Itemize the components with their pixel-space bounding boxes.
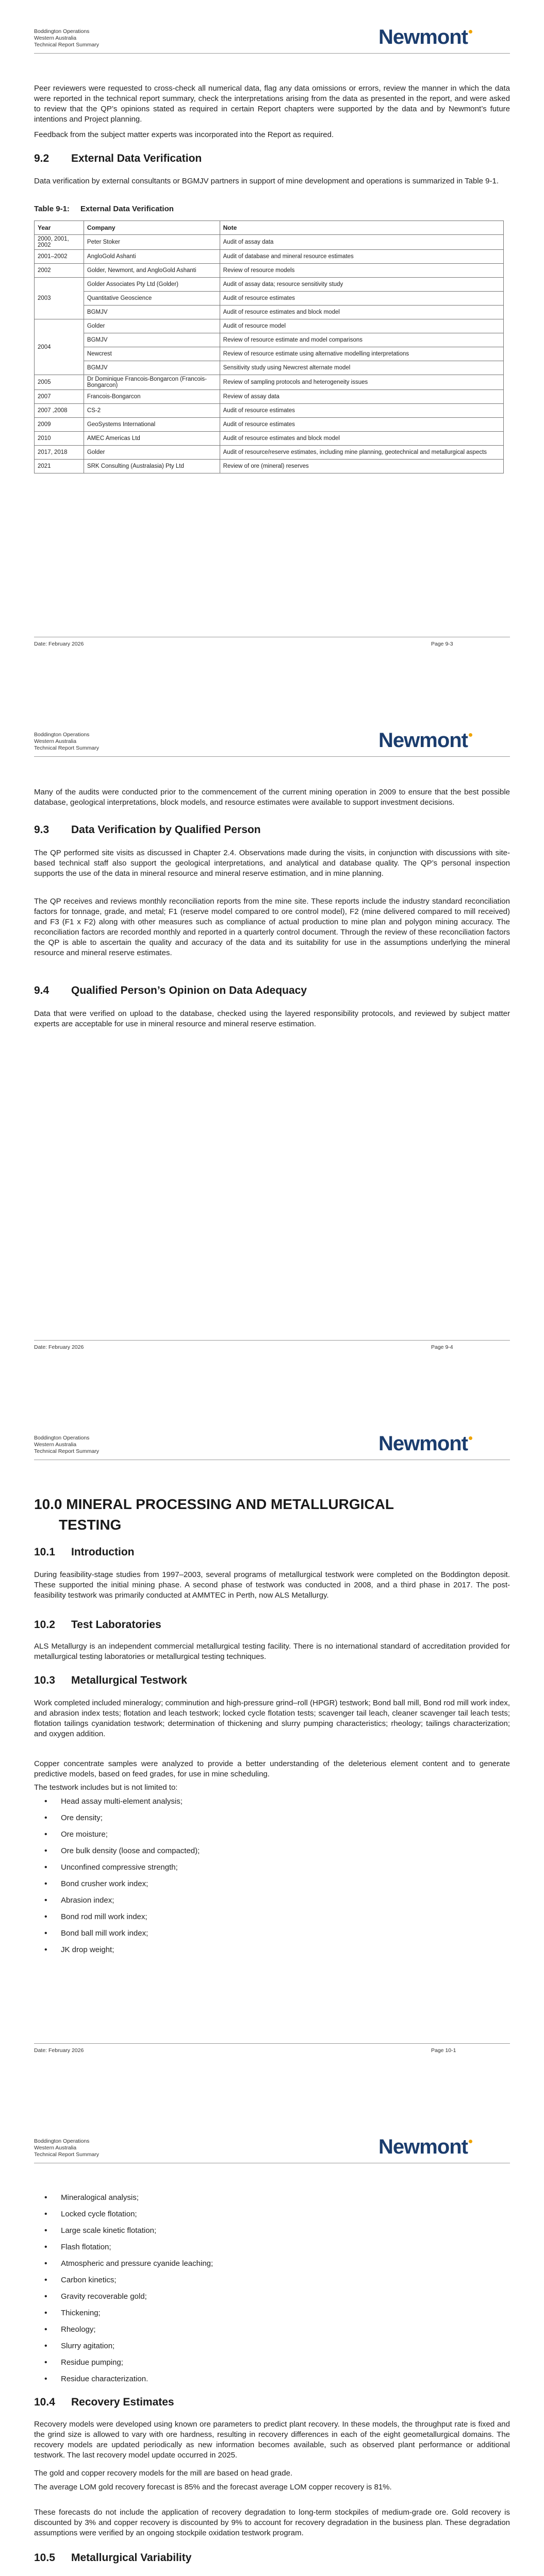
list-item: • Bond crusher work index; xyxy=(34,1879,200,1895)
paragraph: The QP performed site visits as discussed in Chapter 2.4. Observations made during the visits, in conjunction with discussions with site-based technical staff also support the geological interpretations, and analytical and database quality. The QP’s personal inspection supports the use of the data in mineral resource and mineral reserve estimation, and in mine planning. xyxy=(34,849,510,878)
table-header-cell: Company xyxy=(84,221,220,235)
list-item: • Carbon kinetics; xyxy=(34,2275,213,2292)
paragraph: Work completed included mineralogy; comminution and high-pressure grind–roll (HPGR) testwork; Bond ball mill, Bond rod mill work index, and abrasion index tests; flotation and leach testwork; locked cycle flotation tests; scavenger tail leach, cleaner scavenger tail leach tests; flotation tailings cyanidation testwork; determination of thickening and slurry pumping characteristics; rheology; tailings characterization; and oxygen addition. xyxy=(34,1699,510,1738)
list-item: • Head assay multi-element analysis; xyxy=(34,1797,200,1813)
table-cell-company: Golder xyxy=(84,446,220,460)
table-cell-note: Audit of resource/reserve estimates, including mine planning, geotechnical and metallurgical aspects xyxy=(220,446,503,460)
table-cell-company: BGMJV xyxy=(84,306,220,319)
table-cell-company: Dr Dominique Francois-Bongarcon (Francois-Bongarcon) xyxy=(84,375,220,390)
list-item: • Large scale kinetic flotation; xyxy=(34,2226,213,2242)
paragraph: Data that were verified on upload to the database, checked using the layered responsibility protocols, and reviewed by subject matter experts are acceptable for use in mineral resource and mineral reserve estimation. xyxy=(34,1009,510,1028)
newmont-logo: Newmont xyxy=(378,729,472,752)
section-heading-10-5: 10.5 Metallurgical Variability xyxy=(34,2552,192,2564)
table-cell-company: CS-2 xyxy=(84,404,220,418)
header-rule xyxy=(34,756,510,757)
table-row xyxy=(35,418,504,432)
table-cell-company: Newcrest xyxy=(84,347,220,361)
table-row xyxy=(35,361,504,375)
table-cell-year: 2021 xyxy=(35,460,84,473)
table-cell-year: 2002 xyxy=(35,264,84,278)
newmont-logo: Newmont xyxy=(378,26,472,49)
paragraph: The average LOM gold recovery forecast is 85% and the forecast average LOM copper recovery is 81%. xyxy=(34,2483,392,2492)
table-row xyxy=(35,264,504,278)
header-rule xyxy=(34,53,510,54)
table-header-row xyxy=(35,221,504,235)
header-report-type: Technical Report Summary xyxy=(34,745,100,751)
table-cell-year: 2003 xyxy=(35,278,84,319)
section-heading-10-3: 10.3 Metallurgical Testwork xyxy=(34,1674,187,1686)
section-heading-10-1: 10.1 Introduction xyxy=(34,1546,135,1558)
list-item: • Residue pumping; xyxy=(34,2358,213,2374)
page-header xyxy=(34,2138,99,2158)
table-cell-year: 2017, 2018 xyxy=(35,446,84,460)
header-location: Western Australia xyxy=(34,2145,77,2151)
header-location: Western Australia xyxy=(34,738,77,744)
table-row xyxy=(35,347,504,361)
list-item: • Flash flotation; xyxy=(34,2242,213,2259)
table-cell-note: Audit of assay data xyxy=(220,235,503,250)
list-item: • Mineralogical analysis; xyxy=(34,2193,213,2209)
list-item: • Ore moisture; xyxy=(34,1829,200,1846)
header-company: Boddington Operations xyxy=(34,732,90,738)
table-row xyxy=(35,235,504,250)
table-row xyxy=(35,306,504,319)
table-cell-company: SRK Consulting (Australasia) Pty Ltd xyxy=(84,460,220,473)
table-cell-note: Review of resource estimate using alternative modelling interpretations xyxy=(220,347,503,361)
table-cell-note: Audit of database and mineral resource estimates xyxy=(220,250,503,264)
testwork-list xyxy=(34,1797,200,1961)
page-10-2 xyxy=(0,2110,544,2576)
table-caption: Table 9-1: External Data Verification xyxy=(34,205,174,213)
header-location: Western Australia xyxy=(34,1442,77,1448)
page-9-4 xyxy=(0,703,544,1406)
newmont-logo: Newmont xyxy=(378,1432,472,1455)
table-cell-company: Quantitative Geoscience xyxy=(84,292,220,306)
list-item: • Residue characterization. xyxy=(34,2374,213,2391)
list-item: • Slurry agitation; xyxy=(34,2341,213,2358)
page-header xyxy=(34,28,99,48)
paragraph: Many of the audits were conducted prior to the commencement of the current mining operation in 2009 to ensure that the best possible database, geological interpretations, block models, and resource estimates were available to support investment decisions. xyxy=(34,788,510,807)
table-cell-company: AngloGold Ashanti xyxy=(84,250,220,264)
table-row xyxy=(35,333,504,347)
list-item: • Bond rod mill work index; xyxy=(34,1912,200,1928)
table-cell-note: Review of resource models xyxy=(220,264,503,278)
table-cell-note: Audit of resource estimates xyxy=(220,418,503,432)
table-row xyxy=(35,250,504,264)
list-item: • Gravity recoverable gold; xyxy=(34,2292,213,2308)
page-10-1 xyxy=(0,1406,544,2110)
table-cell-company: BGMJV xyxy=(84,361,220,375)
table-cell-year: 2010 xyxy=(35,432,84,446)
table-cell-note: Audit of resource estimates xyxy=(220,404,503,418)
list-item: • JK drop weight; xyxy=(34,1945,200,1961)
header-company: Boddington Operations xyxy=(34,2138,90,2144)
page-header xyxy=(34,1435,99,1455)
list-item: • Abrasion index; xyxy=(34,1895,200,1912)
table-cell-note: Audit of resource estimates and block model xyxy=(220,432,503,446)
table-row xyxy=(35,446,504,460)
table-cell-note: Review of sampling protocols and heterogeneity issues xyxy=(220,375,503,390)
table-header-cell: Note xyxy=(220,221,503,235)
list-item: • Rheology; xyxy=(34,2325,213,2341)
list-item: • Thickening; xyxy=(34,2308,213,2325)
footer-rule xyxy=(34,1340,510,1341)
header-company: Boddington Operations xyxy=(34,1435,90,1441)
table-cell-company: Golder, Newmont, and AngloGold Ashanti xyxy=(84,264,220,278)
table-cell-year: 2001–2002 xyxy=(35,250,84,264)
chapter-title-line: TESTING xyxy=(59,1517,122,1533)
table-cell-year: 2004 xyxy=(35,319,84,375)
header-report-type: Technical Report Summary xyxy=(34,1448,100,1454)
table-row xyxy=(35,460,504,473)
table-row xyxy=(35,432,504,446)
chapter-title-line: 10.0 MINERAL PROCESSING AND METALLURGICAL xyxy=(34,1496,394,1512)
paragraph: The gold and copper recovery models for the mill are based on head grade. xyxy=(34,2469,293,2478)
list-item: • Bond ball mill work index; xyxy=(34,1928,200,1945)
list-item: • Ore density; xyxy=(34,1813,200,1829)
testwork-list-continued xyxy=(34,2193,213,2391)
list-item: • Atmospheric and pressure cyanide leaching; xyxy=(34,2259,213,2275)
table-cell-year: 2005 xyxy=(35,375,84,390)
external-data-verification-table xyxy=(34,221,504,473)
table-cell-company: Francois-Bongarcon xyxy=(84,390,220,404)
table-cell-company: BGMJV xyxy=(84,333,220,347)
table-cell-year: 2007 ,2008 xyxy=(35,404,84,418)
footer-date: Date: February 2026 xyxy=(34,2047,84,2054)
section-heading-9-3: 9.3 Data Verification by Qualified Person xyxy=(34,824,261,836)
footer-date: Date: February 2026 xyxy=(34,1344,84,1350)
page-9-3 xyxy=(0,0,544,703)
table-cell-note: Audit of resource estimates xyxy=(220,292,503,306)
header-company: Boddington Operations xyxy=(34,28,90,35)
section-heading-9-2: 9.2 External Data Verification xyxy=(34,152,202,164)
list-item: • Unconfined compressive strength; xyxy=(34,1862,200,1879)
table-cell-company: GeoSystems International xyxy=(84,418,220,432)
paragraph: Peer reviewers were requested to cross-check all numerical data, flag any data omissions or errors, review the manner in which the data were reported in the technical report summary, check the interpretations arising from the data as presented in the report, and were asked to review that the QP’s opinions stated as required in certain Report chapters were supported by the data and by Newmont’s future intentions and Project planning. xyxy=(34,84,510,124)
table-cell-year: 2000, 2001, 2002 xyxy=(35,235,84,250)
table-cell-note: Audit of assay data; resource sensitivity study xyxy=(220,278,503,292)
paragraph: Recovery models were developed using known ore parameters to predict plant recovery. In these models, the throughput rate is fixed and the grind size is allowed to vary with ore hardness, resulting in recovery differences in each of the eight geometallurgical domains. The recovery models are updated periodically as new information becomes available, such as observed plant performance or additional testwork. The last recovery model update occurred in 2025. xyxy=(34,2420,510,2460)
paragraph: Feedback from the subject matter experts was incorporated into the Report as required. xyxy=(34,130,334,139)
paragraph: Copper concentrate samples were analyzed to provide a better understanding of the deleterious element content and to generate predictive models, based on feed grades, for use in mine scheduling. xyxy=(34,1759,510,1778)
paragraph: During feasibility-stage studies from 1997–2003, several programs of metallurgical testwork were completed on the Boddington deposit. These supported the initial mining phase. A second phase of testwork was conducted in 2008, and a third phase in 2017. The post-feasibility testwork was primarily conducted at AMMTEC in Perth, now ALS Metallurgy. xyxy=(34,1570,510,1600)
table-cell-company: Golder xyxy=(84,319,220,333)
section-heading-9-4: 9.4 Qualified Person’s Opinion on Data Adequacy xyxy=(34,985,307,996)
newmont-logo: Newmont xyxy=(378,2136,472,2159)
table-cell-note: Sensitivity study using Newcrest alternate model xyxy=(220,361,503,375)
footer-page-number: Page 9-4 xyxy=(431,1344,453,1350)
table-cell-company: AMEC Americas Ltd xyxy=(84,432,220,446)
table-cell-note: Review of assay data xyxy=(220,390,503,404)
paragraph: ALS Metallurgy is an independent commercial metallurgical testing facility. There is no international standard of accreditation provided for metallurgical testing laboratories or metallurgical testing techniques. xyxy=(34,1642,510,1661)
footer-page-number: Page 9-3 xyxy=(431,641,453,647)
table-cell-year: 2009 xyxy=(35,418,84,432)
paragraph: Data verification by external consultants or BGMJV partners in support of mine development and operations is summarized in Table 9-1. xyxy=(34,177,499,185)
list-item: • Locked cycle flotation; xyxy=(34,2209,213,2226)
table-cell-year: 2007 xyxy=(35,390,84,404)
section-heading-10-2: 10.2 Test Laboratories xyxy=(34,1619,161,1631)
table-row xyxy=(35,292,504,306)
table-row xyxy=(35,404,504,418)
table-cell-note: Audit of resource estimates and block model xyxy=(220,306,503,319)
paragraph: These forecasts do not include the application of recovery degradation to long-term stockpiles of medium-grade ore. Gold recovery is discounted by 3% and copper recovery is discounted by 9% to account for recovery degradation in the business plan. These degradation assumptions were verified by an ongoing stockpile oxidation testwork program. xyxy=(34,2508,510,2537)
paragraph: The testwork includes but is not limited to: xyxy=(34,1783,178,1792)
table-cell-note: Review of ore (mineral) reserves xyxy=(220,460,503,473)
chapter-title xyxy=(34,1494,394,1535)
paragraph: The QP receives and reviews monthly reconciliation reports from the mine site. These reports include the industry standard reconciliation factors for tonnage, grade, and metal; F1 (reserve model compared to ore control model), F2 (mine delivered compared to mill received) and F3 (F1 x F2) along with other measures such as compliance of actual production to mine plan and polygon mining accuracy. The reconciliation factors are recorded monthly and reported in a quarterly control document. Through the review of these reconciliation factors the QP is able to ascertain the quality and accuracy of the data and its suitability for use in the assumptions underlying the mineral resource and mineral reserve estimates. xyxy=(34,897,510,957)
header-report-type: Technical Report Summary xyxy=(34,42,100,48)
header-report-type: Technical Report Summary xyxy=(34,2151,100,2158)
table-row xyxy=(35,278,504,292)
table-row xyxy=(35,375,504,390)
section-heading-10-4: 10.4 Recovery Estimates xyxy=(34,2396,174,2408)
table-header-cell: Year xyxy=(35,221,84,235)
footer-page-number: Page 10-1 xyxy=(431,2047,456,2054)
table-cell-note: Review of resource estimate and model comparisons xyxy=(220,333,503,347)
header-location: Western Australia xyxy=(34,35,77,41)
list-item: • Ore bulk density (loose and compacted); xyxy=(34,1846,200,1862)
footer-date: Date: February 2026 xyxy=(34,641,84,647)
table-cell-company: Golder Associates Pty Ltd (Golder) xyxy=(84,278,220,292)
table-cell-note: Audit of resource model xyxy=(220,319,503,333)
page-header xyxy=(34,732,99,752)
table-row xyxy=(35,319,504,333)
table-cell-company: Peter Stoker xyxy=(84,235,220,250)
footer-rule xyxy=(34,2043,510,2044)
table-row xyxy=(35,390,504,404)
